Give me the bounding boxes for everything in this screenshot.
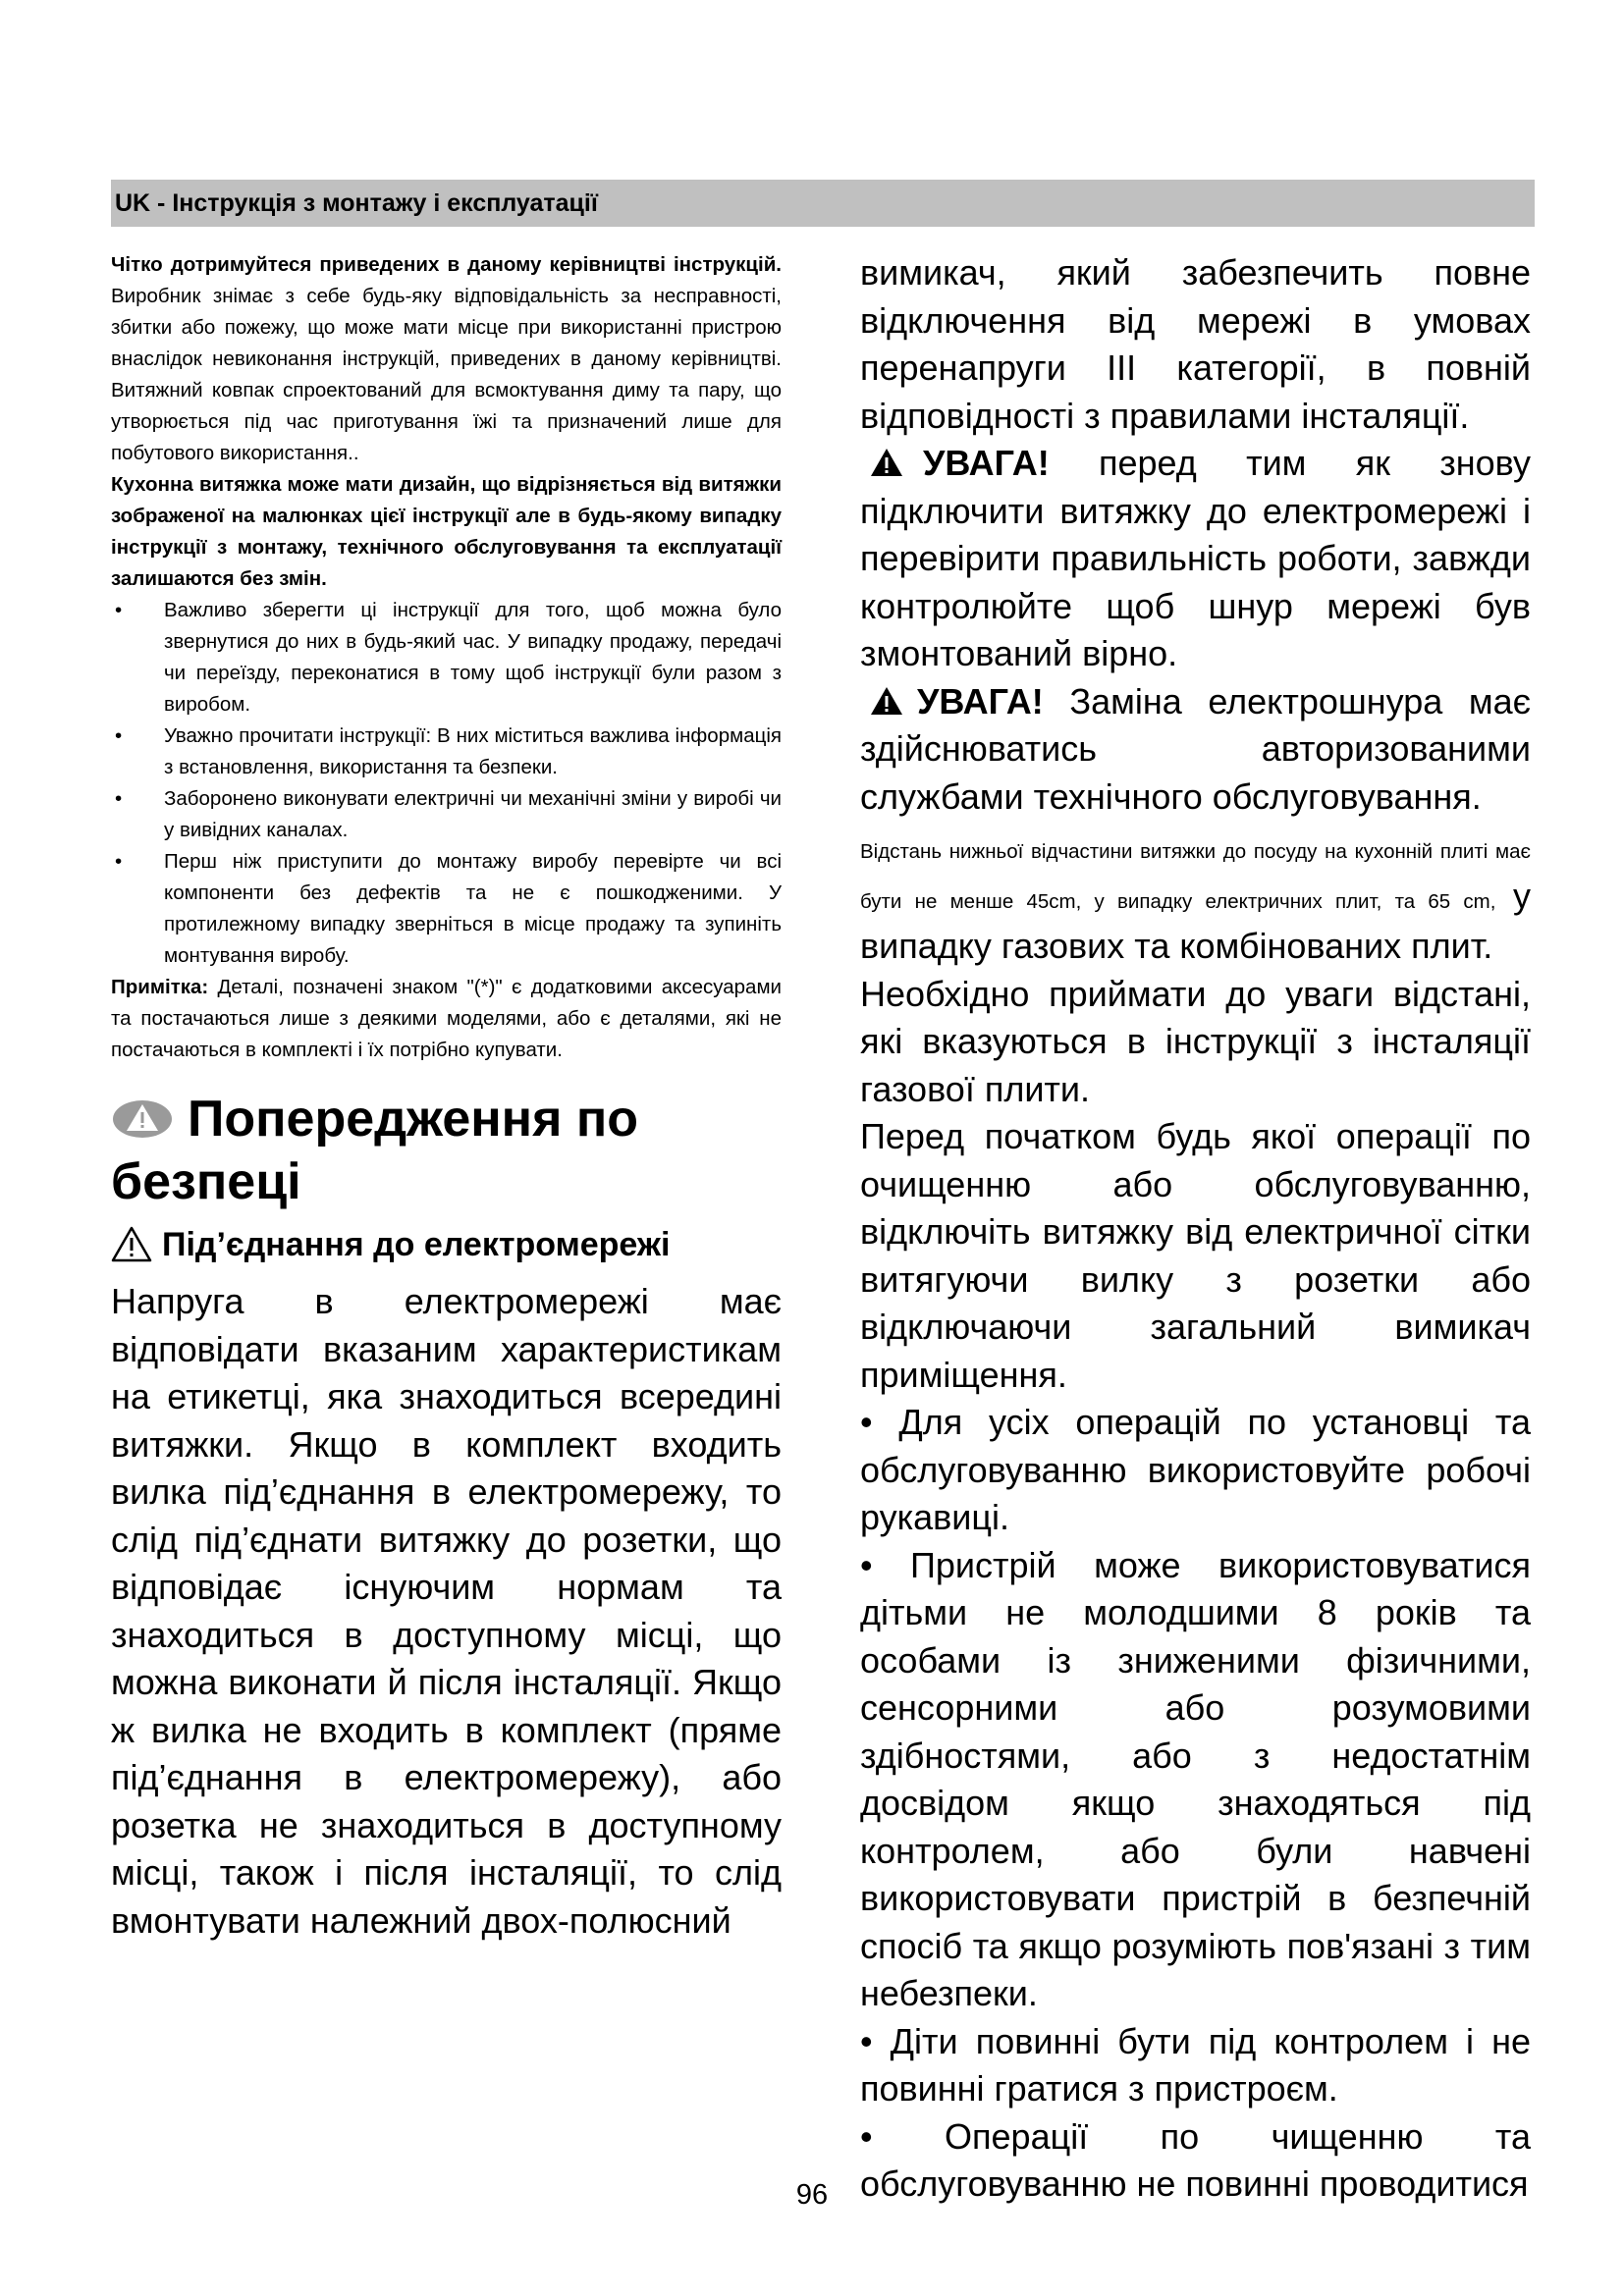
subsection-title-row: [111, 1223, 782, 1266]
gas-distance-paragraph: Необхідно приймати до уваги відстані, які вказуються в інструкції з інсталяції газової плити.: [860, 973, 1531, 1109]
warning-text: Заміна електрошнура має здійснюватись авторизованими службами технічного обслуговування.: [860, 680, 1531, 817]
electrical-connection-text: Напруга в електромережі має відповідати вказаним характеристикам на етикетці, яка знаходиться всередині витяжки. Якщо в комплект входить вилка під’єднання в електромережу, то слід під’єднати витяжку до розетки, що відповідає існуючим нормам та знаходиться в доступному місці, що можна виконати й після інсталяції. Якщо ж вилка не входить в комплект (пряме під’єднання в електромережу), або розетка не знаходиться в доступному місці, також і після інсталяції, то слід вмонтувати належний двох-полюсний: [111, 1281, 782, 1941]
warning-triangle-icon: [111, 1226, 152, 1263]
page-number: 96: [795, 2179, 829, 2211]
list-item-text: Заборонено виконувати електричні чи механічні зміни у виробі чи у вивідних каналах.: [164, 787, 782, 841]
bullet-marker: •: [115, 599, 123, 621]
bullet-marker: •: [115, 850, 123, 873]
note-text: Деталі, позначені знаком "(*)" є додатковими аксесуарами та постачаються лише з деякими моделями, або є деталями, які не постачаються в комплекті і їх потрібно купувати.: [111, 976, 782, 1061]
cleaning-operations-bullet: • Операції по чищенню та обслуговуванню не повинні проводитися: [860, 2115, 1531, 2204]
list-item: [111, 595, 782, 721]
section-title-row: [111, 1088, 782, 1150]
warning-triangle-icon: [870, 448, 903, 477]
distance-paragraph: [860, 823, 1531, 971]
intro-bold-text: Чітко дотримуйтеся приведених в даному керівництві інструкцій.: [111, 253, 782, 276]
warning-triangle-icon: [870, 686, 903, 716]
warning-text: перед тим як знову підключити витяжку до електромережі і перевірити правильність роботи, завжди контролюйте щоб шнур мережі був змонтований вірно.: [860, 443, 1531, 673]
warning-cord-replacement: [860, 678, 1531, 822]
note-label: Примітка:: [111, 976, 209, 998]
warning-circle-icon: [111, 1098, 174, 1140]
list-item: [111, 846, 782, 972]
bullet-marker: •: [115, 787, 123, 810]
list-item-text: Важливо зберегти ці інструкції для того, щоб можна було звернутися до них в будь-який час. У випадку продажу, передачі чи переїзду, переконатися в тому щоб інструкції були разом з виробом.: [164, 599, 782, 716]
right-column: [860, 249, 1531, 2209]
list-item-text: Уважно прочитати інструкції: В них міститься важлива інформація з встановлення, використання та безпеки.: [164, 724, 782, 778]
warning-label: УВАГА!: [917, 680, 1044, 721]
design-notice: [111, 469, 782, 595]
section-title: Попередження по: [188, 1091, 639, 1148]
section-title-continued: безпеці: [111, 1153, 301, 1210]
intro-text: Виробник знімає з себе будь-яку відповідальність за несправності, збитки або пожежу, що може мати місце при використанні пристрою внаслідок невиконання інструкцій, приведених в даному керівництві. Витяжний ковпак спроектований для всмоктування диму та пару, що утворюється під час приготування їжі та призначений лише для побутового використання..: [111, 285, 782, 464]
list-item-text: Перш ніж приступити до монтажу виробу перевірте чи всі компоненти без дефектів та не є пошкодженими. У протилежному випадку зверніться в місце продажу та зупиніть монтування виробу.: [164, 850, 782, 967]
intro-paragraph: [111, 249, 782, 469]
design-notice-text: Кухонна витяжка може мати дизайн, що відрізняється від витяжки зображеної на малюнках цієї інструкції але в будь-якому випадку інструкції з монтажу, технічного обслуговування та експлуатації залишаются без змін.: [111, 473, 782, 590]
section-header-bar: [111, 180, 1535, 227]
note-paragraph: [111, 972, 782, 1066]
list-item: [111, 783, 782, 846]
switch-paragraph: вимикач, який забезпечить повне відключення від мережі в умовах перенапруги III категорії, в повній відповідності з правилами інсталяції.: [860, 252, 1531, 436]
children-play-bullet: • Діти повинні бути під контролем і не повинні гратися з пристроєм.: [860, 2020, 1531, 2109]
children-usage-bullet: • Пристрій може використовуватися дітьми не молодшими 8 років та особами із зниженими фізичними, сенсорними або розумовими здібностями, або з недостатнім досвідом якщо знаходяться під контролем, або були навчені використовувати пристрій в безпечній спосіб та якщо розуміють пов'язані з тим небезпеки.: [860, 1544, 1531, 2013]
section-header-title: UK - Інструкція з монтажу і експлуатації: [115, 188, 598, 217]
warning-label: УВАГА!: [923, 443, 1050, 483]
cleaning-disconnect-paragraph: Перед початком будь якої операції по очищенню або обслуговуванню, відключіть витяжку від електричної сітки витягуючи вилку з розетки або відключаючи загальний вимикач приміщення.: [860, 1116, 1531, 1395]
list-item: [111, 721, 782, 783]
distance-small-text: Відстань нижньої відчастини витяжки до посуду на кухонній плиті має бути не менше 45cm, у випадку електричних плит, та 65 cm,: [860, 840, 1531, 913]
subsection-title: Під’єднання до електромережі: [162, 1226, 671, 1263]
distance-big-text: у випадку газових та комбінованих плит.: [860, 876, 1531, 966]
bullet-marker: •: [115, 724, 123, 747]
left-column: [111, 249, 782, 1945]
gloves-bullet: • Для усіх операцій по установці та обслуговуванню використовуйте робочі рукавиці.: [860, 1402, 1531, 1537]
warning-reconnect: [860, 440, 1531, 678]
